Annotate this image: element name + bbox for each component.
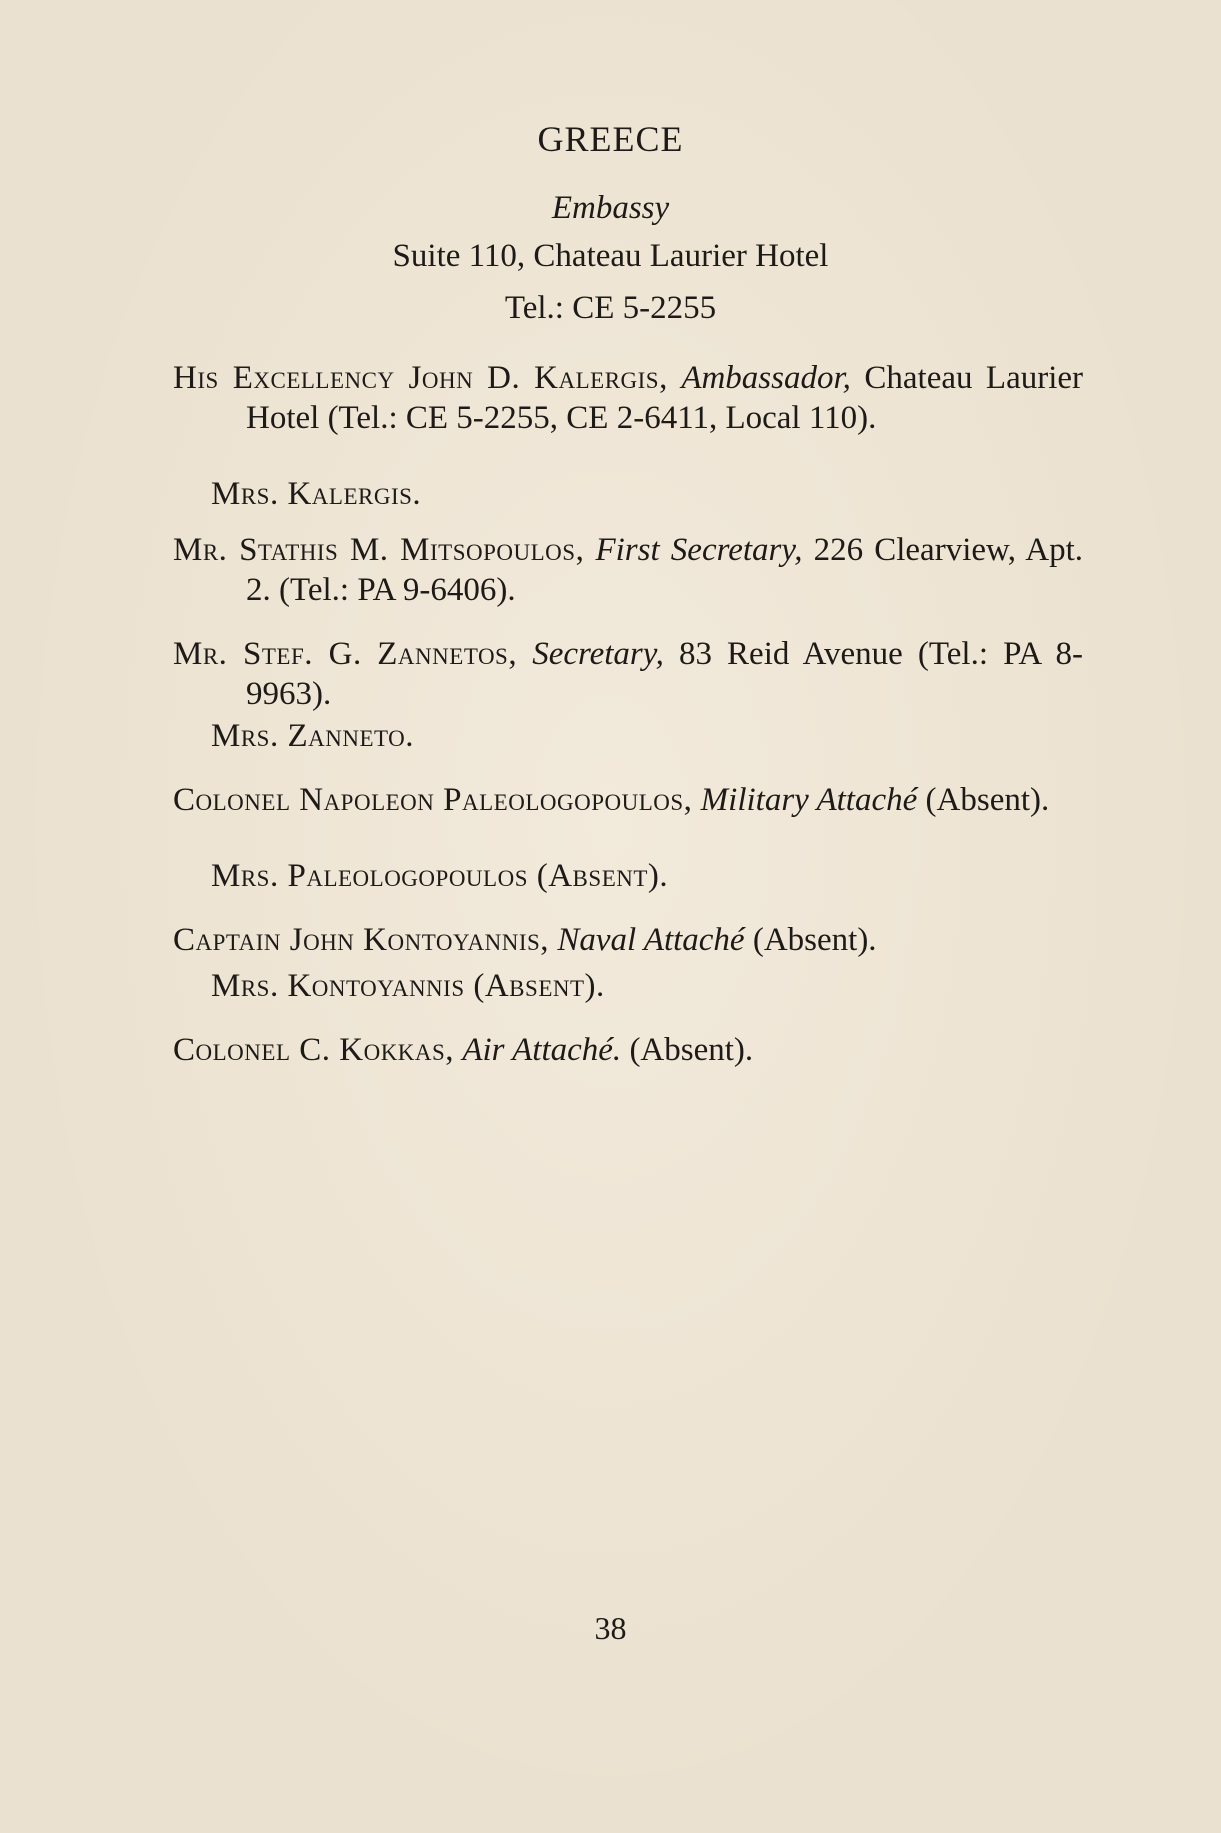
staff-entry-text [173, 780, 1083, 820]
staff-details: (Absent). [629, 1032, 754, 1068]
section-subtitle: Embassy [551, 190, 670, 226]
staff-entry [173, 634, 1083, 714]
staff-title: Air Attaché. [462, 1032, 622, 1068]
staff-entry-text [173, 358, 1083, 438]
staff-details: (Absent). [925, 782, 1050, 818]
embassy-telephone: Tel.: CE 5-2255 [504, 290, 717, 326]
staff-title: Secretary, [532, 636, 664, 672]
staff-details: (Absent). [752, 922, 877, 958]
staff-entry [173, 1030, 1083, 1070]
staff-name: Mr. Stef. G. Zannetos, [173, 636, 518, 672]
staff-entry [173, 530, 1083, 610]
spouse-entry: Mrs. Zanneto. [211, 718, 415, 754]
staff-details: 226 Clearview, Apt. 2. (Tel.: PA 9-6406). [246, 532, 1084, 608]
staff-entry-text [173, 530, 1083, 610]
spouse-entry: Mrs. Paleologopoulos (Absent). [211, 858, 669, 894]
staff-name: Captain John Kontoyannis, [173, 922, 550, 958]
staff-entry-text [173, 1030, 1083, 1070]
embassy-address: Suite 110, Chateau Laurier Hotel [392, 238, 829, 274]
country-heading: GREECE [537, 119, 684, 159]
page-number: 38 [594, 1610, 627, 1646]
staff-entry [173, 780, 1083, 820]
staff-title: First Secretary, [595, 532, 803, 568]
spouse-entry: Mrs. Kontoyannis (Absent). [211, 968, 605, 1004]
staff-details: Chateau Laurier Hotel (Tel.: CE 5-2255, CE 2-6411, Local 110). [246, 360, 1084, 436]
staff-entry [173, 920, 1083, 960]
spouse-entry: Mrs. Kalergis. [211, 476, 422, 512]
staff-name: Colonel Napoleon Paleologopoulos, [173, 782, 693, 818]
staff-title: Naval Attaché [557, 922, 745, 958]
staff-name: His Excellency John D. Kalergis, [173, 360, 668, 396]
staff-entry-text [173, 634, 1083, 714]
staff-name: Mr. Stathis M. Mitsopoulos, [173, 532, 585, 568]
staff-entry [173, 358, 1083, 438]
staff-title: Military Attaché [700, 782, 918, 818]
staff-details: 83 Reid Avenue (Tel.: PA 8-9963). [246, 636, 1083, 712]
staff-name: Colonel C. Kokkas, [173, 1032, 455, 1068]
staff-entry-text [173, 920, 1083, 960]
staff-title: Ambassador, [681, 360, 851, 396]
